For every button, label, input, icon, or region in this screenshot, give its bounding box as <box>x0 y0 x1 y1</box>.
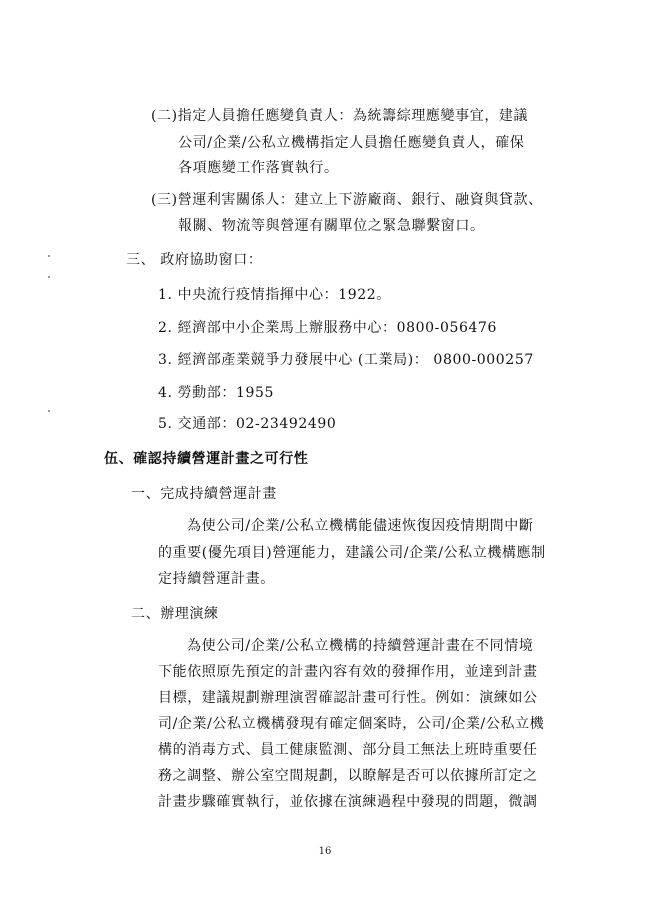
scan-mark <box>48 276 50 278</box>
sub-2-paragraph-line: 目標，建議規劃辦理演習確認計畫可行性。例如：演練如公 <box>158 690 538 706</box>
sub-1-paragraph-line: 為使公司/企業/公私立機構能儘速恢復因疫情期間中斷 <box>187 518 534 534</box>
scan-mark <box>48 255 50 257</box>
sub-2-paragraph-line: 下能依照原先預定的計畫內容有效的發揮作用，並達到計畫 <box>158 664 538 680</box>
sub-1-paragraph-line: 定持續營運計畫。 <box>158 571 275 587</box>
scan-mark <box>48 410 50 412</box>
sub-2-paragraph-line: 計畫步驟確實執行，並依據在演練過程中發現的問題，微調 <box>158 794 538 810</box>
item-3-line-2: 報關、物流等與營運有關單位之緊急聯繫窗口。 <box>178 218 485 234</box>
sub-1-heading: 一、完成持續營運計畫 <box>131 486 277 502</box>
item-2-line-2: 公司/企業/公私立機構指定人員擔任應變負責人，確保 <box>178 135 525 151</box>
sub-1-paragraph-line: 的重要(優先項目)營運能力，建議公司/企業/公私立機構應制 <box>158 545 546 561</box>
sub-2-paragraph-line: 務之調整、辦公室空間規劃，以瞭解是否可以依據所訂定之 <box>158 768 538 784</box>
sub-2-heading: 二、辦理演練 <box>131 606 219 622</box>
page-number: 16 <box>318 846 332 857</box>
item-3-line-1: (三)營運利害關係人：建立上下游廠商、銀行、融資與貸款、 <box>151 192 543 208</box>
contact-item: 3. 經濟部產業競爭力發展中心 (工業局)： 0800-000257 <box>158 352 534 368</box>
section-3-heading: 三、 政府協助窗口： <box>126 252 263 268</box>
contact-item: 2. 經濟部中小企業馬上辦服務中心：0800-056476 <box>158 320 498 336</box>
sub-2-paragraph-line: 司/企業/公私立機構發現有確定個案時，公司/企業/公私立機 <box>158 716 545 732</box>
part-5-heading: 伍、確認持續營運計畫之可行性 <box>104 451 309 467</box>
contact-item: 5. 交通部：02-23492490 <box>158 416 337 432</box>
item-2-line-3: 各項應變工作落實執行。 <box>178 160 339 176</box>
sub-2-paragraph-line: 為使公司/企業/公私立機構的持續營運計畫在不同情境 <box>187 638 534 654</box>
sub-2-paragraph-line: 構的消毒方式、員工健康監測、部分員工無法上班時重要任 <box>158 742 538 758</box>
item-2-line-1: (二)指定人員擔任應變負責人：為統籌綜理應變事宜，建議 <box>151 108 529 124</box>
contact-item: 4. 勞動部：1955 <box>158 385 275 401</box>
contact-item: 1. 中央流行疫情指揮中心：1922。 <box>158 287 391 303</box>
